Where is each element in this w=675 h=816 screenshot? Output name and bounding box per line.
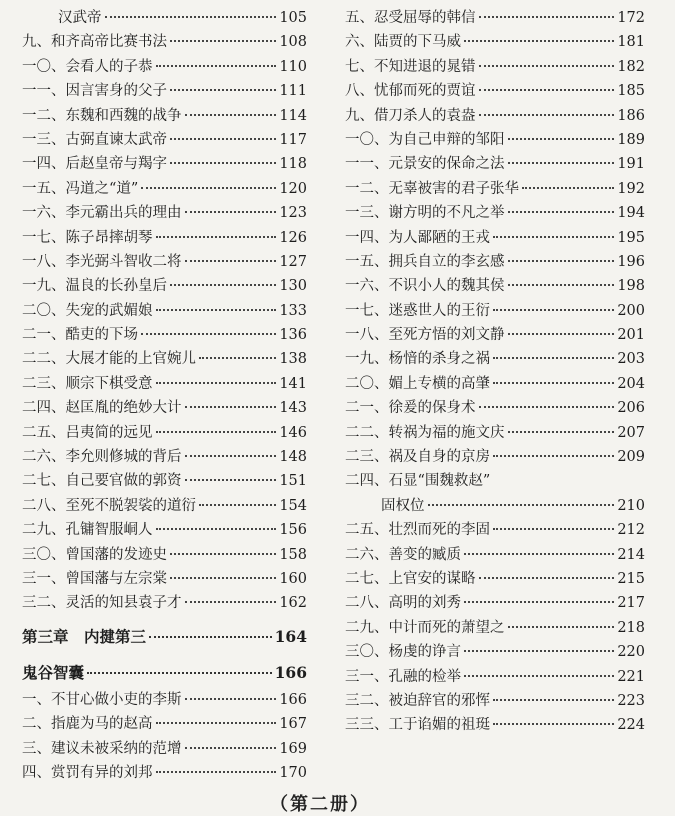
dot-leader <box>199 357 276 359</box>
volume-title: （第二册） <box>270 794 370 815</box>
toc-entry-title: 一二、东魏和西魏的战争 <box>22 107 182 124</box>
toc-entry <box>345 226 645 250</box>
toc-entry-page: 191 <box>617 156 645 173</box>
toc-entry-page: 133 <box>279 302 307 319</box>
toc-entry <box>22 250 307 274</box>
toc-entry <box>22 299 307 323</box>
toc-entry-title: 一〇、为自己申辩的邹阳 <box>345 131 505 148</box>
toc-entry <box>345 567 645 591</box>
toc-entry-title: 一六、不识小人的魏其侯 <box>345 278 505 295</box>
toc-entry-page: 117 <box>279 131 307 148</box>
dot-leader <box>493 236 614 238</box>
toc-entry-title: 鬼谷智囊 <box>22 662 85 682</box>
toc-entry-page: 146 <box>279 424 307 441</box>
dot-leader <box>170 553 276 555</box>
dot-leader <box>508 260 615 262</box>
toc-entry-title: 一四、为人鄙陋的王戎 <box>345 229 490 246</box>
toc-entry-title: 二五、壮烈而死的李固 <box>345 522 490 539</box>
toc-entry-page: 111 <box>279 83 307 100</box>
toc-entry-page: 192 <box>617 180 645 197</box>
toc-entry-title: 一、不甘心做小吏的李斯 <box>22 691 182 708</box>
toc-entry-page: 220 <box>617 644 645 661</box>
toc-entry-page: 105 <box>279 10 307 26</box>
toc-entry-page: 169 <box>279 740 307 757</box>
toc-entry <box>345 640 645 664</box>
toc-entry <box>345 469 645 493</box>
toc-entry-title: 一〇、会看人的子恭 <box>22 58 153 75</box>
toc-entry-title: 三一、曾国藩与左宗棠 <box>22 570 167 587</box>
chapter-heading <box>22 622 307 652</box>
dot-leader <box>185 260 277 262</box>
dot-leader <box>149 636 272 638</box>
toc-entry-page: 114 <box>279 107 307 124</box>
dot-leader <box>156 309 277 311</box>
dot-leader <box>479 577 615 579</box>
dot-leader <box>156 528 277 530</box>
toc-entry-page: 158 <box>279 546 307 563</box>
toc-entry-page: 218 <box>617 619 645 636</box>
dot-leader <box>479 406 615 408</box>
toc-entry-page: 162 <box>279 595 307 612</box>
toc-entry <box>345 372 645 396</box>
dot-leader <box>170 577 276 579</box>
toc-entry-page: 224 <box>617 717 645 734</box>
toc-entry <box>345 347 645 371</box>
dot-leader <box>105 16 277 18</box>
dot-leader <box>479 89 615 91</box>
section-heading <box>22 658 307 688</box>
toc-entry <box>22 55 307 79</box>
dot-leader <box>508 284 615 286</box>
toc-entry-title: 一八、至死方悟的刘文静 <box>345 327 505 344</box>
dot-leader <box>464 601 614 603</box>
toc-left-column <box>22 6 307 785</box>
toc-entry <box>345 323 645 347</box>
toc-entry-title: 一一、因言害身的父子 <box>22 83 167 100</box>
dot-leader <box>479 114 615 116</box>
dot-leader <box>156 382 277 384</box>
toc-entry <box>22 104 307 128</box>
toc-entry <box>22 712 307 736</box>
toc-entry <box>345 689 645 713</box>
toc-entry <box>345 152 645 176</box>
dot-leader <box>493 357 614 359</box>
toc-entry-title: 二一、酷吏的下场 <box>22 327 138 344</box>
dot-leader <box>522 187 614 189</box>
dot-leader <box>87 672 272 674</box>
dot-leader <box>185 455 277 457</box>
dot-leader <box>170 89 276 91</box>
toc-entry <box>345 543 645 567</box>
toc-entry <box>345 713 645 737</box>
dot-leader <box>141 187 276 189</box>
toc-entry-title: 九、和齐高帝比赛书法 <box>22 34 167 51</box>
toc-entry-title: 一九、温良的长孙皇后 <box>22 278 167 295</box>
dot-leader <box>170 284 276 286</box>
toc-entry-title: 七、不知进退的晁错 <box>345 58 476 75</box>
toc-entry-title: 二七、上官安的谋略 <box>345 570 476 587</box>
toc-entry-page: 182 <box>617 58 645 75</box>
dot-leader <box>508 626 615 628</box>
toc-entry <box>345 128 645 152</box>
toc-entry-title: 三〇、杨虔的诤言 <box>345 644 461 661</box>
toc-entry-title: 一六、李元霸出兵的理由 <box>22 205 182 222</box>
toc-entry-page: 108 <box>279 34 307 51</box>
toc-entry <box>22 226 307 250</box>
toc-entry <box>22 347 307 371</box>
toc-entry-title: 二〇、媚上专横的高肇 <box>345 375 490 392</box>
toc-entry <box>345 421 645 445</box>
dot-leader <box>185 698 277 700</box>
toc-entry <box>22 79 307 103</box>
toc-entry-title: 二四、赵匡胤的绝妙大计 <box>22 400 182 417</box>
dot-leader <box>185 747 277 749</box>
toc-entry-title: 二四、石显“围魏救赵” <box>345 473 491 490</box>
toc-entry-page: 201 <box>617 327 645 344</box>
toc-entry-title: 二九、孔镛智服峒人 <box>22 522 153 539</box>
toc-entry <box>22 494 307 518</box>
dot-leader <box>493 699 614 701</box>
toc-entry-title: 一七、迷惑世人的王衍 <box>345 302 490 319</box>
toc-entry <box>345 518 645 542</box>
dot-leader <box>479 16 615 18</box>
toc-entry-page: 212 <box>617 522 645 539</box>
toc-entry-page: 160 <box>279 570 307 587</box>
toc-entry <box>22 323 307 347</box>
dot-leader <box>199 504 276 506</box>
dot-leader <box>185 601 277 603</box>
toc-entry <box>22 445 307 469</box>
toc-entry-page: 198 <box>617 278 645 295</box>
toc-entry-title: 三二、灵活的知县袁子才 <box>22 595 182 612</box>
toc-entry-title: 一七、陈子昂摔胡琴 <box>22 229 153 246</box>
toc-entry <box>22 177 307 201</box>
toc-entry-page: 136 <box>279 327 307 344</box>
toc-entry-page: 148 <box>279 449 307 466</box>
toc-entry <box>22 30 307 54</box>
toc-entry-page: 166 <box>279 691 307 708</box>
toc-entry-title: 二、指鹿为马的赵高 <box>22 716 153 733</box>
toc-entry <box>345 665 645 689</box>
toc-entry-title: 三一、孔融的检举 <box>345 668 461 685</box>
toc-entry-page: 151 <box>279 473 307 490</box>
toc-entry-page: 156 <box>279 522 307 539</box>
toc-entry-title: 二六、李允则修城的背后 <box>22 449 182 466</box>
toc-entry-title: 一九、杨愔的杀身之祸 <box>345 351 490 368</box>
dot-leader <box>508 138 615 140</box>
toc-entry-title: 二五、吕夷简的远见 <box>22 424 153 441</box>
dot-leader <box>464 553 614 555</box>
toc-entry-page: 138 <box>279 351 307 368</box>
toc-entry-page: 167 <box>279 716 307 733</box>
toc-entry <box>22 128 307 152</box>
toc-entry-title: 二三、顺宗下棋受意 <box>22 375 153 392</box>
toc-entry-page: 203 <box>617 351 645 368</box>
toc-entry-page: 170 <box>279 764 307 781</box>
toc-entry <box>345 30 645 54</box>
toc-entry-page: 204 <box>617 375 645 392</box>
toc-entry <box>345 6 645 30</box>
dot-leader <box>508 333 615 335</box>
toc-entry-title: 二〇、失宠的武媚娘 <box>22 302 153 319</box>
dot-leader <box>170 162 276 164</box>
toc-entry-title: 一八、李光弼斗智收二将 <box>22 253 182 270</box>
toc-entry <box>22 372 307 396</box>
toc-entry-title: 一二、无辜被害的君子张华 <box>345 180 519 197</box>
dot-leader <box>493 723 614 725</box>
dot-leader <box>428 504 615 506</box>
toc-entry-page: 120 <box>279 180 307 197</box>
toc-entry-title: 二三、祸及自身的京房 <box>345 449 490 466</box>
toc-entry-page: 130 <box>279 278 307 295</box>
toc-entry <box>22 761 307 785</box>
toc-entry-title: 固权位 <box>381 497 425 514</box>
dot-leader <box>464 650 614 652</box>
toc-entry-title: 一一、元景安的保命之法 <box>345 156 505 173</box>
dot-leader <box>493 309 614 311</box>
dot-leader <box>156 431 277 433</box>
toc-entry-title: 五、忍受屈辱的韩信 <box>345 10 476 26</box>
toc-entry-page: 217 <box>617 595 645 612</box>
toc-entry-title: 三〇、曾国藩的发迹史 <box>22 546 167 563</box>
dot-leader <box>508 162 615 164</box>
toc-entry-page: 127 <box>279 253 307 270</box>
toc-entry-title: 二一、徐爰的保身术 <box>345 400 476 417</box>
toc-entry <box>345 274 645 298</box>
toc-entry <box>22 201 307 225</box>
toc-entry <box>345 201 645 225</box>
toc-entry-title: 一四、后赵皇帝与羯字 <box>22 156 167 173</box>
dot-leader <box>170 138 276 140</box>
toc-entry-title: 二六、善变的臧质 <box>345 546 461 563</box>
dot-leader <box>508 431 615 433</box>
dot-leader <box>185 479 277 481</box>
toc-entry-title: 一五、冯道之“道” <box>22 180 139 197</box>
toc-entry-title: 九、借刀杀人的袁盎 <box>345 107 476 124</box>
toc-entry-page: 126 <box>279 229 307 246</box>
toc-entry-page: 154 <box>279 497 307 514</box>
toc-entry-page: 185 <box>617 83 645 100</box>
toc-entry-title: 二二、大展才能的上官婉儿 <box>22 351 196 368</box>
toc-entry <box>22 469 307 493</box>
toc-entry <box>345 104 645 128</box>
toc-entry-title: 第三章 内揵第三 <box>22 626 147 646</box>
toc-entry-page: 123 <box>279 205 307 222</box>
dot-leader <box>156 236 277 238</box>
toc-entry <box>345 445 645 469</box>
toc-entry-page: 207 <box>617 424 645 441</box>
dot-leader <box>464 40 614 42</box>
toc-entry <box>22 543 307 567</box>
toc-entry-page: 110 <box>279 58 307 75</box>
dot-leader <box>156 65 277 67</box>
toc-entry-title: 八、忧郁而死的贾谊 <box>345 83 476 100</box>
toc-entry-title: 三、建议未被采纳的范增 <box>22 740 182 757</box>
toc-entry-page: 223 <box>617 692 645 709</box>
toc-entry-title: 三三、工于谄媚的祖珽 <box>345 717 490 734</box>
toc-entry-page: 195 <box>617 229 645 246</box>
toc-entry-title: 一三、古弼直谏太武帝 <box>22 131 167 148</box>
toc-entry-page: 200 <box>617 302 645 319</box>
toc-entry-page: 141 <box>279 375 307 392</box>
toc-entry <box>22 6 307 30</box>
toc-entry-title: 二二、转祸为福的施文庆 <box>345 424 505 441</box>
toc-entry <box>22 567 307 591</box>
toc-entry-page: 172 <box>617 10 645 26</box>
toc-entry <box>22 421 307 445</box>
toc-entry-page: 221 <box>617 668 645 685</box>
dot-leader <box>185 406 277 408</box>
toc-right-column <box>345 6 645 738</box>
dot-leader <box>493 382 614 384</box>
dot-leader <box>156 771 277 773</box>
toc-entry-title: 一三、谢方明的不凡之举 <box>345 205 505 222</box>
toc-entry-title: 二七、自己要官做的郭资 <box>22 473 182 490</box>
toc-entry <box>22 274 307 298</box>
toc-entry-page: 164 <box>274 626 307 646</box>
dot-leader <box>493 528 614 530</box>
dot-leader <box>156 722 277 724</box>
toc-entry-title: 六、陆贾的下马威 <box>345 34 461 51</box>
toc-entry-page: 194 <box>617 205 645 222</box>
dot-leader <box>479 65 615 67</box>
toc-entry-title: 汉武帝 <box>58 10 102 26</box>
toc-entry-page: 189 <box>617 131 645 148</box>
toc-entry-page: 210 <box>617 497 645 514</box>
toc-entry <box>22 688 307 712</box>
toc-entry <box>345 494 645 518</box>
toc-entry <box>345 177 645 201</box>
toc-entry-page: 206 <box>617 400 645 417</box>
toc-entry <box>345 616 645 640</box>
toc-entry <box>345 591 645 615</box>
toc-entry <box>345 79 645 103</box>
toc-entry-page: 118 <box>279 156 307 173</box>
toc-entry-page: 143 <box>279 400 307 417</box>
toc-entry-title: 三二、被迫辞官的邪恽 <box>345 692 490 709</box>
toc-entry-page: 196 <box>617 253 645 270</box>
toc-entry-title: 二九、中计而死的萧望之 <box>345 619 505 636</box>
dot-leader <box>464 675 614 677</box>
toc-entry-page: 214 <box>617 546 645 563</box>
toc-entry-title: 二八、高明的刘秀 <box>345 595 461 612</box>
dot-leader <box>185 114 277 116</box>
dot-leader <box>185 211 277 213</box>
toc-entry <box>345 55 645 79</box>
toc-entry-page: 166 <box>274 662 307 682</box>
toc-entry-title: 二八、至死不脱袈裟的道衍 <box>22 497 196 514</box>
toc-entry-page: 186 <box>617 107 645 124</box>
toc-entry-page: 215 <box>617 570 645 587</box>
toc-entry-title: 四、赏罚有异的刘邦 <box>22 764 153 781</box>
toc-entry <box>345 396 645 420</box>
dot-leader <box>508 211 615 213</box>
toc-entry-page: 209 <box>617 449 645 466</box>
toc-entry <box>22 737 307 761</box>
dot-leader <box>493 455 614 457</box>
toc-entry <box>345 250 645 274</box>
toc-entry <box>22 591 307 615</box>
toc-entry <box>22 396 307 420</box>
toc-entry-page: 181 <box>617 34 645 51</box>
dot-leader <box>170 40 276 42</box>
toc-entry <box>22 518 307 542</box>
dot-leader <box>141 333 276 335</box>
toc-entry <box>22 152 307 176</box>
toc-entry <box>345 299 645 323</box>
toc-entry-title: 一五、拥兵自立的李玄感 <box>345 253 505 270</box>
